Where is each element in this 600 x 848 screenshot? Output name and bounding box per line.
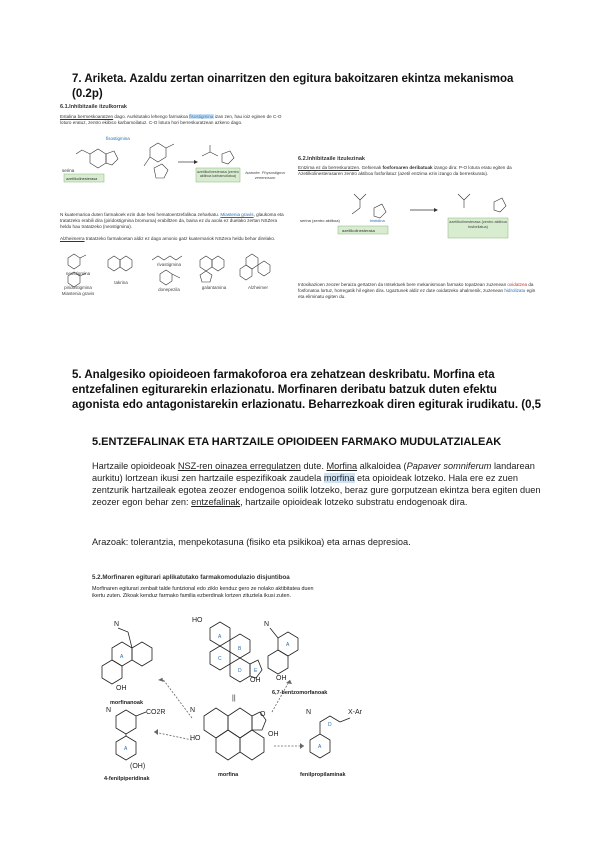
label-azetilkolinesterasa-right: azetilkolinesterasa [342,228,375,233]
label-histidina-right: histidina [370,218,385,223]
svg-text:N: N [106,707,112,714]
question-5-line-3: agonista edo antagonistarekin erlazionatu. Beharrezkoak diren egiturak irudikatu. (0,5 [72,399,542,411]
phosphorylation-scheme [298,186,538,244]
svg-text:C: C [218,656,222,662]
svg-text:A: A [120,654,124,660]
svg-text:N: N [190,707,196,714]
figure-5-paragraph-1: Hartzaile opioideoak NSZ-ren oinazea erregulatzen dute. Morfina alkaloidea (Papaver somniferum landarean aurkitu) lortzean ikusi zen hartzaile espezifikoak zaudela morfina eta opioideak lotzeko. Hala ere ez zuen zentzurik hartzaileak egotea zeozer endogenoa soilik lotzeko, beraz gure gorputzean ekintza bera egiten duen zeozer egon behar zen: entzefalinak, hartzaile opioideak lotzeko substratu endogenoak dira. [92,461,541,507]
neostigmina-molecule [68,254,86,269]
diagram-arrowheads [154,678,304,749]
right-paragraph-2: Intoxikazioen zeozer beraiza gertatzen da Intsektuek bere mekanismoan farmako topatzean zuzenean oxidatzea da fosfonatoa lortuz, horregatik hil egiten dira. Ugaztunek aldiz ez dute oxidatzeko ahalmenik, zuzenean hidrolizatu egin eta eliminatu egiten du. [298,282,536,299]
svg-text:B: B [238,646,242,652]
svg-text:A: A [124,746,128,752]
label-miastenia: Miastenia gravis [61,291,95,296]
svg-text:CO2R: CO2R [146,709,166,716]
right-section-title: 6.2.Inhibitzaile itzulezinak [298,156,365,162]
figure-5-subsection-title: 5.2.Morfinaren egiturari aplikatutako farmakomodulazio disjuntiboa [92,574,290,581]
label-galantamina: galantamina [201,285,227,290]
svg-text:OH: OH [116,685,127,692]
histidine-ring [374,204,386,218]
question-5-line-2: entzefalinen egiturarekin erlazionatu. Morfinaren deribatu batzuk duten efektu [72,384,497,396]
svg-text:D: D [238,668,242,674]
label-karbamoilatua: azetilkolinesterasa (zentro aktiboa karbamoilatua) [197,170,239,179]
label-benzomorfanoak: 6,7-bentzomorfanoak [272,690,328,696]
label-fenilpiperidinak: 4-fenilpiperidinak [104,776,150,782]
label-piridostigmina: piridostigmina [64,285,92,290]
svg-text:A: A [318,744,322,750]
label-alzheimer: Alzheimer [247,285,268,290]
alzheimer-molecule [240,254,270,280]
question-5-title [72,368,552,413]
svg-text:E: E [254,668,258,674]
svg-text:OH: OH [276,675,287,682]
figure-5-section-title: 5.ENTZEFALINAK ETA HARTZAILE OPIOIDEEN FARMAKO MUDULATZIALEAK [92,436,502,448]
svg-text:D: D [328,722,332,728]
carbamoylation-scheme [60,134,288,196]
question-7-text: 7. Ariketa. Azaldu zertan oinarritzen den egitura bakoitzaren ekintza mekanismoa [72,73,514,85]
svg-text:||: || [232,695,236,702]
left-paragraph-1: Estalina bermeskoaratzen dago. Aurkitutako lehengo farmakoa fisostigmina izan zen, hau ioiz eginen de C-O loturo eratuz, zentro ekibico karbamoilatuz. C-O lotura hori berreskuratzean azkeno dago. [60,114,282,125]
svg-text:O: O [260,711,266,718]
svg-text:X-Ar: X-Ar [348,709,362,716]
svg-text:OH: OH [250,677,261,684]
label-morfina: morfina [218,772,239,778]
label-azetilkolinesterasa: azetilkolinesterasa [66,177,98,181]
figure-7-right-panel [298,156,538,260]
left-paragraph-2: N kuaternarioa duten farmakoek ezin dute hesi hematoentzefalikoa zeharkatu. Miastenia gravis, glaukoma eta tratatzeko erabili dira (piridostigmina bromuroa) erabiltzen da, baina ez du axola ez duelako zertan NSZera heldu hau tratatzeko (neostigmina). [60,212,284,229]
fenilpiperidinak-structure [116,710,146,760]
left-section-title: 6.1.Inhibitzaile itzulkorrak [60,104,127,110]
svg-text:HO: HO [190,735,201,742]
intermediate-molecule [144,143,174,178]
figure-5-subsection-text: Morfinaren egiturari zenbait talde funtzional edo ziklo kenduz gero ze nolako aktibitatea duen ikertu zuten. Zikoak kenduz farmako familia ezberdinak lortzen zituztela ikusi zuten. [92,586,314,599]
figure-5-paragraph-2: Arazoak: tolerantzia, menpekotasuna (fisiko eta psikikoa) eta arnas depresioa. [92,537,411,547]
label-serina: serina [62,168,75,173]
svg-text:(OH): (OH) [130,763,146,770]
svg-text:N: N [264,621,270,628]
right-paragraph-1: Entzima ez da berreskuratzen. Gehienak fosforoaren deribatuak izango dira: P-O lotura eratu egiten da Azetilkolinesterasaren zentro aktiboa fosforilatuz (azetil entzima ezin izango da berreskuratu). [298,165,512,176]
svg-text:A: A [286,642,290,648]
donepezila-molecule [160,270,180,285]
morfina-bottom-structure [204,708,266,760]
figure-7-left-panel [60,104,288,298]
takrina-molecule [108,256,132,271]
label-fisostigmina: fisostigmina [106,136,130,141]
label-takrina: takrina [114,280,128,285]
left-paragraph-3: Alzheimerra tratatzeko farmakoetan aldiz ez dago amonio gatz kuaternariok NSZera heldu behar direlako. [60,236,276,241]
phosphorylation-arrow-head [434,208,438,212]
svg-text:A: A [218,634,222,640]
question-5-line-1: 5. Analgesiko opioideoen farmakoforoa era zehatzean deskribatu. Morfina eta [72,369,495,381]
fisostigmina-molecule [76,149,118,168]
rivastigmina-molecule [152,256,182,260]
galantamina-molecule [200,256,224,282]
label-fenilpropilaminak: fenilpropilaminak [300,772,346,778]
label-donepezila: donepezila [158,287,180,292]
label-morfinanoak: morfinanoak [110,700,144,706]
product-molecule [202,145,234,164]
svg-text:N: N [306,709,312,716]
diagram-arrows [154,678,304,746]
svg-text:HO: HO [192,617,203,624]
label-rivastigmina: rivastigmina [156,262,181,267]
inhibitor-molecules-row [60,250,288,290]
label-physostigma: Isatorite. Physostigma venenosum [245,170,285,180]
label-fosforilatua: azetilkolinesterasa (zentro aktiboa fosforilatua) [449,220,507,229]
phosphorylated-product [458,194,506,212]
svg-text:N: N [114,621,120,628]
label-serina-right: serina (zentro aktiboa) [300,218,340,223]
svg-text:OH: OH [268,731,279,738]
morphine-dissection-diagram [92,608,432,828]
morfinanoak-structure [102,628,152,684]
label-neostigmina: neostigmina [65,271,91,276]
reaction-arrow-head [194,160,198,164]
organophosphate-molecule [352,194,366,214]
bentzomorfanoak-structure [268,628,298,674]
question-7-title [72,72,542,102]
question-7-points: (0.2p) [72,88,103,100]
